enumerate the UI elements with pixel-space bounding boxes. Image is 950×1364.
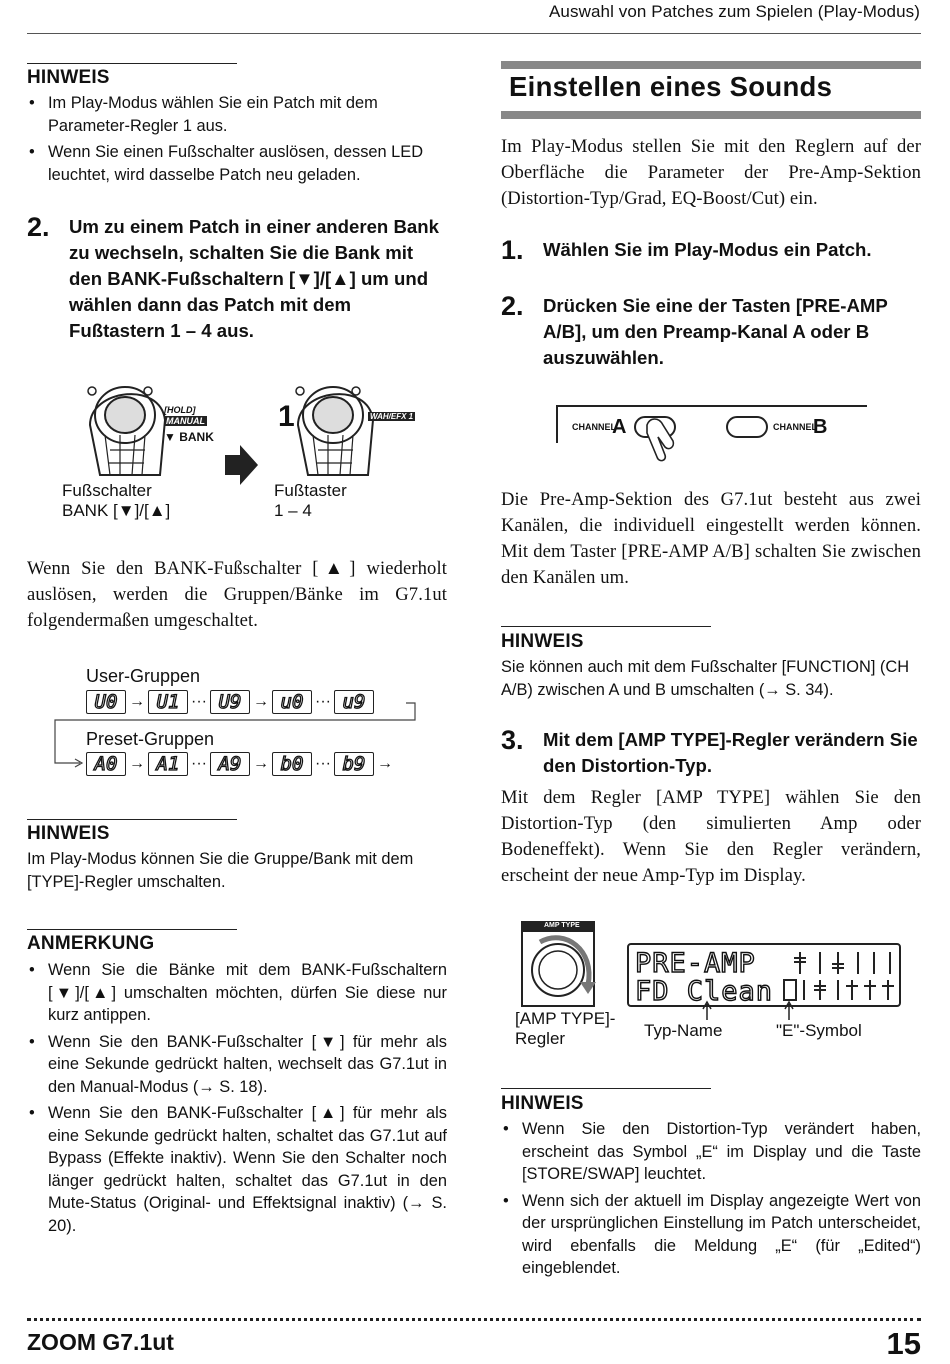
step-number: 3. bbox=[501, 725, 524, 755]
anmerkung-rule bbox=[27, 929, 237, 930]
hinweis-title: HINWEIS bbox=[27, 67, 110, 88]
display-segment: u9 bbox=[334, 690, 374, 714]
step-text: Wählen Sie im Play-Modus ein Patch. bbox=[543, 239, 872, 260]
manual-label: MANUAL bbox=[166, 416, 205, 426]
header-rule bbox=[27, 33, 921, 34]
list-item: • Im Play-Modus wählen Sie ein Patch mit dem Parameter-Regler 1 aus. bbox=[27, 92, 447, 137]
bank-pedal-icon bbox=[88, 387, 165, 475]
hold-label: [HOLD] bbox=[164, 405, 196, 415]
step-3 bbox=[501, 727, 921, 779]
knob-label: AMP TYPE bbox=[544, 922, 580, 929]
step-number: 1. bbox=[501, 235, 524, 265]
arrow-icon: → bbox=[129, 755, 145, 772]
ellipsis-icon: ··· bbox=[314, 755, 331, 772]
hinweis-title: HINWEIS bbox=[501, 631, 584, 652]
caption-line: Regler bbox=[515, 1029, 566, 1048]
display-segment: u0 bbox=[272, 690, 312, 714]
hinweis-text: Sie können auch mit dem Fußschalter [FUNCTION] (CH A/B) zwischen A und B umschalten (→ S. 34). bbox=[501, 658, 910, 699]
wah-label: WAH/EFX 1 bbox=[370, 412, 414, 421]
display-segment: b0 bbox=[272, 752, 312, 776]
list-item: • Wenn Sie den Distortion-Typ verändert haben, erscheint das Symbol „E“ im Display und die Taste [STORE/SWAP] leuchtet. bbox=[501, 1118, 921, 1186]
hinweis-text: Im Play-Modus können Sie die Gruppe/Bank mit dem [TYPE]-Regler umschalten. bbox=[27, 850, 414, 891]
channel-b-letter: B bbox=[813, 416, 828, 438]
caption-line: Fußtaster bbox=[274, 481, 347, 500]
hinweis-rule bbox=[501, 626, 711, 627]
arrow-icon: → bbox=[376, 755, 393, 772]
caption-line: [AMP TYPE]- bbox=[515, 1009, 616, 1028]
hinweis-rule bbox=[27, 63, 237, 64]
hinweis-title: HINWEIS bbox=[27, 823, 110, 844]
section-bar bbox=[501, 111, 921, 119]
section-bar bbox=[501, 61, 921, 69]
step-text: Um zu einem Patch in einer anderen Bank zu wechseln, schalten Sie die Bank mit den BANK-Fußschaltern [▼]/[▲] um und wählen dann das Patch mit dem Fußtastern 1 – 4 aus. bbox=[69, 216, 439, 341]
channel-a-letter: A bbox=[612, 416, 627, 438]
arrow-icon bbox=[225, 445, 258, 485]
preset-groups-sequence bbox=[86, 752, 393, 776]
page-number: 15 bbox=[886, 1326, 921, 1361]
pedal-1-icon bbox=[296, 387, 373, 475]
caption-line: BANK [▼]/[▲] bbox=[62, 501, 171, 520]
display-segment: A0 bbox=[86, 752, 126, 776]
step-1 bbox=[501, 237, 921, 263]
anmerkung-list bbox=[27, 959, 447, 1241]
caption-e-symbol: "E"-Symbol bbox=[776, 1021, 862, 1040]
caption-footswitch bbox=[274, 481, 347, 521]
list-item: • Wenn sich der aktuell im Display angezeigte Wert von der ursprünglichen Einstellung im Patch unterscheidet, wird ebenfalls die Meldung „E“ (für „Edited“) eingeblendet. bbox=[501, 1190, 921, 1280]
arrow-icon: → bbox=[252, 755, 269, 772]
display-segment: A9 bbox=[210, 752, 250, 776]
ellipsis-icon: ··· bbox=[191, 693, 207, 710]
channel-b-button bbox=[727, 417, 767, 437]
hinweis-title: HINWEIS bbox=[501, 1093, 584, 1114]
list-item: • Wenn Sie einen Fußschalter auslösen, dessen LED leuchtet, wird dasselbe Patch neu geladen. bbox=[27, 141, 447, 186]
list-item: • Wenn Sie den BANK-Fußschalter [▼] für mehr als eine Sekunde gedrückt halten, wechselt das G7.1ut in den Manual-Modus (→ S. 18). bbox=[27, 1031, 447, 1099]
paragraph-bank: Wenn Sie den BANK-Fußschalter [▲] wiederholt auslösen, werden die Gruppen/Bänke im G7.1ut folgendermaßen umgeschaltet. bbox=[27, 558, 447, 631]
hinweis-list bbox=[27, 92, 447, 190]
footer-model: ZOOM G7.1ut bbox=[27, 1329, 174, 1355]
preset-groups-label: Preset-Gruppen bbox=[86, 729, 215, 749]
channel-b-word: CHANNEL bbox=[773, 422, 817, 432]
caption-type-name: Typ-Name bbox=[644, 1021, 723, 1040]
hinweis-list bbox=[501, 1118, 921, 1284]
display-segment: U1 bbox=[148, 690, 188, 714]
step-number: 2. bbox=[501, 291, 524, 321]
display-segment: A1 bbox=[148, 752, 188, 776]
step-text: Drücken Sie eine der Tasten [PRE-AMP A/B], um den Preamp-Kanal A oder B auszuwählen. bbox=[543, 295, 888, 368]
hinweis-rule bbox=[27, 819, 237, 820]
display-segment: U0 bbox=[86, 690, 126, 714]
pedal-number: 1 bbox=[278, 400, 295, 433]
list-item: • Wenn Sie den BANK-Fußschalter [▲] für mehr als eine Sekunde gedrückt halten, schaltet das G7.1ut auf Bypass (Effekte inaktiv). Wenn Sie den Schalter noch länger gedrückt halten, schaltet das G7.1ut in den Mute-Status (Original- und Effektsignal inaktiv) (→ S. 20). bbox=[27, 1102, 447, 1237]
pointer-arrows bbox=[700, 1000, 800, 1022]
amp-paragraph: Mit dem Regler [AMP TYPE] wählen Sie den Distortion-Typ (den simulierten Amp oder Bodeneffekt). Wenn Sie den Regler verändern, erscheint der neue Amp-Typ im Display. bbox=[501, 787, 921, 886]
channel-a-word: CHANNEL bbox=[572, 422, 616, 432]
pedal-figure bbox=[80, 375, 420, 485]
step-text: Mit dem [AMP TYPE]-Regler verändern Sie den Distortion-Typ. bbox=[543, 729, 918, 776]
caption-line: 1 – 4 bbox=[274, 501, 312, 520]
anmerkung-title: ANMERKUNG bbox=[27, 933, 155, 954]
preamp-paragraph: Die Pre-Amp-Sektion des G7.1ut besteht aus zwei Kanälen, die individuell eingestellt werden können. Mit dem Taster [PRE-AMP A/B] schalten Sie zwischen den Kanälen um. bbox=[501, 489, 921, 588]
display-segment: b9 bbox=[334, 752, 374, 776]
user-groups-label: User-Gruppen bbox=[86, 666, 201, 686]
arrow-icon: → bbox=[252, 693, 269, 710]
caption-knob bbox=[515, 1009, 615, 1049]
lcd-line-1: PRE-AMP bbox=[635, 948, 756, 979]
lcd-line-2: FD Clean bbox=[635, 976, 774, 1007]
ellipsis-icon: ··· bbox=[191, 755, 207, 772]
step-number: 2. bbox=[27, 212, 50, 242]
intro-paragraph: Im Play-Modus stellen Sie mit den Reglern auf der Oberfläche die Parameter der Pre-Amp-Sektion (Distortion-Typ/Grad, EQ-Boost/Cut) ein. bbox=[501, 136, 921, 209]
bank-label: ▼ BANK bbox=[164, 430, 214, 444]
running-head: Auswahl von Patches zum Spielen (Play-Modus) bbox=[548, 2, 920, 21]
section-title: Einstellen eines Sounds bbox=[509, 71, 833, 102]
caption-bank-switch bbox=[62, 481, 170, 521]
footer-rule bbox=[27, 1318, 921, 1321]
hinweis-rule bbox=[501, 1088, 711, 1089]
caption-line: Fußschalter bbox=[62, 481, 152, 500]
ellipsis-icon: ··· bbox=[314, 693, 331, 710]
list-item: • Wenn Sie die Bänke mit dem BANK-Fußschaltern [▼]/[▲] umschalten möchten, dürfen Sie diese nur kurz antippen. bbox=[27, 959, 447, 1027]
step-2 bbox=[27, 214, 447, 344]
step-2 bbox=[501, 293, 921, 371]
arrow-icon: → bbox=[129, 693, 145, 710]
lcd-meter-icon bbox=[780, 948, 898, 1008]
display-segment: U9 bbox=[210, 690, 250, 714]
